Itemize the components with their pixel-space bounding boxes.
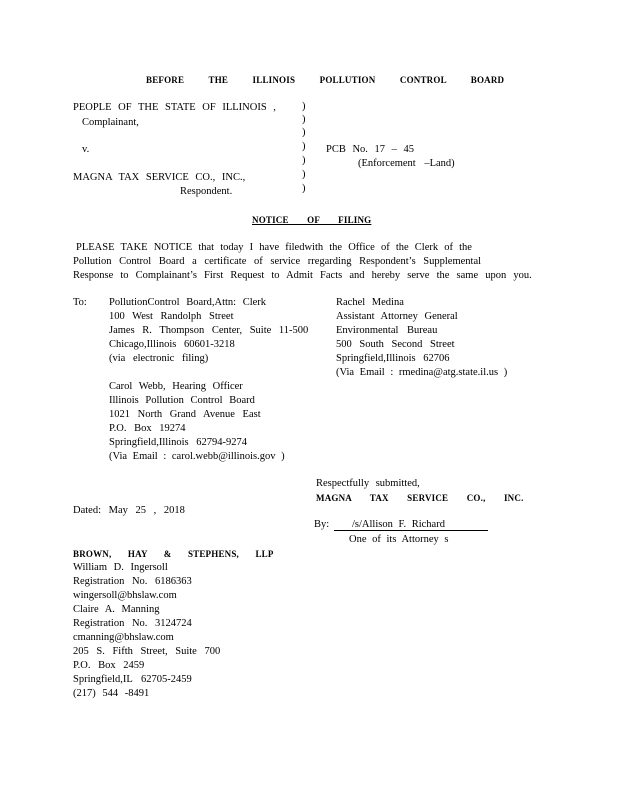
firm-name: BROWN, HAY & STEPHENS, LLP (73, 549, 274, 559)
firm-line: (217) 544 -8491 (73, 688, 150, 699)
caption-brace-2: ) (302, 114, 306, 125)
hearing-officer-line: Carol Webb, Hearing Officer (109, 381, 243, 392)
ag-line: Assistant Attorney General (336, 311, 458, 322)
clerk-line: Chicago,Illinois 60601-3218 (109, 339, 235, 350)
party-1: PEOPLE OF THE STATE OF ILLINOIS , (73, 102, 276, 113)
signing-party: MAGNA TAX SERVICE CO., INC. (316, 493, 524, 503)
hearing-officer-line: Illinois Pollution Control Board (109, 395, 255, 406)
notice-title: NOTICE OF FILING (252, 215, 372, 225)
firm-line: Registration No. 3124724 (73, 618, 192, 629)
ag-line: Rachel Medina (336, 297, 404, 308)
caption-brace-6: ) (302, 169, 306, 180)
signature: /s/Allison F. Richard (352, 519, 445, 530)
caption-brace-1: ) (302, 101, 306, 112)
hearing-officer-line: (Via Email : carol.webb@illinois.gov ) (109, 451, 285, 462)
firm-line: 205 S. Fifth Street, Suite 700 (73, 646, 221, 657)
firm-line: wingersoll@bhslaw.com (73, 590, 177, 601)
firm-line: Springfield,IL 62705-2459 (73, 674, 192, 685)
body-line-3: Response to Complainant’s First Request to Admit Facts and hereby serve the same upon you. (73, 270, 532, 281)
caption-brace-3: ) (302, 127, 306, 138)
case-number: PCB No. 17 – 45 (326, 144, 415, 155)
party-1-role: Complainant, (82, 117, 139, 128)
ag-line: 500 South Second Street (336, 339, 455, 350)
body-line-2: Pollution Control Board a certificate of service rregarding Respondent’s Supplemental (73, 256, 482, 267)
hearing-officer-line: Springfield,Illinois 62794-9274 (109, 437, 247, 448)
firm-line: P.O. Box 2459 (73, 660, 145, 671)
firm-line: William D. Ingersoll (73, 562, 168, 573)
versus: v. (82, 144, 90, 155)
ag-line: Environmental Bureau (336, 325, 438, 336)
ag-line: (Via Email : rmedina@atg.state.il.us ) (336, 367, 508, 378)
firm-line: Claire A. Manning (73, 604, 160, 615)
caption-brace-4: ) (302, 141, 306, 152)
dated-line: Dated: May 25 , 2018 (73, 505, 185, 516)
clerk-line: (via electronic filing) (109, 353, 209, 364)
firm-line: Registration No. 6186363 (73, 576, 192, 587)
hearing-officer-line: 1021 North Grand Avenue East (109, 409, 261, 420)
party-2-role: Respondent. (180, 186, 233, 197)
to-label: To: (73, 297, 87, 308)
firm-line: cmanning@bhslaw.com (73, 632, 174, 643)
caption-brace-7: ) (302, 183, 306, 194)
caption-brace-5: ) (302, 155, 306, 166)
clerk-line: 100 West Randolph Street (109, 311, 234, 322)
by-label: By: (314, 519, 330, 530)
hearing-officer-line: P.O. Box 19274 (109, 423, 186, 434)
clerk-line: James R. Thompson Center, Suite 11-500 (109, 325, 309, 336)
respectfully-submitted: Respectfully submitted, (316, 478, 420, 489)
party-2: MAGNA TAX SERVICE CO., INC., (73, 172, 246, 183)
ag-line: Springfield,Illinois 62706 (336, 353, 450, 364)
body-line-1: PLEASE TAKE NOTICE that today I have filedwith the Office of the Clerk of the (76, 242, 472, 253)
clerk-line: PollutionControl Board,Attn: Clerk (109, 297, 267, 308)
case-type: (Enforcement –Land) (358, 158, 455, 169)
court-heading: BEFORE THE ILLINOIS POLLUTION CONTROL BOARD (146, 75, 505, 85)
attorney-line: One of its Attorney s (349, 534, 449, 545)
